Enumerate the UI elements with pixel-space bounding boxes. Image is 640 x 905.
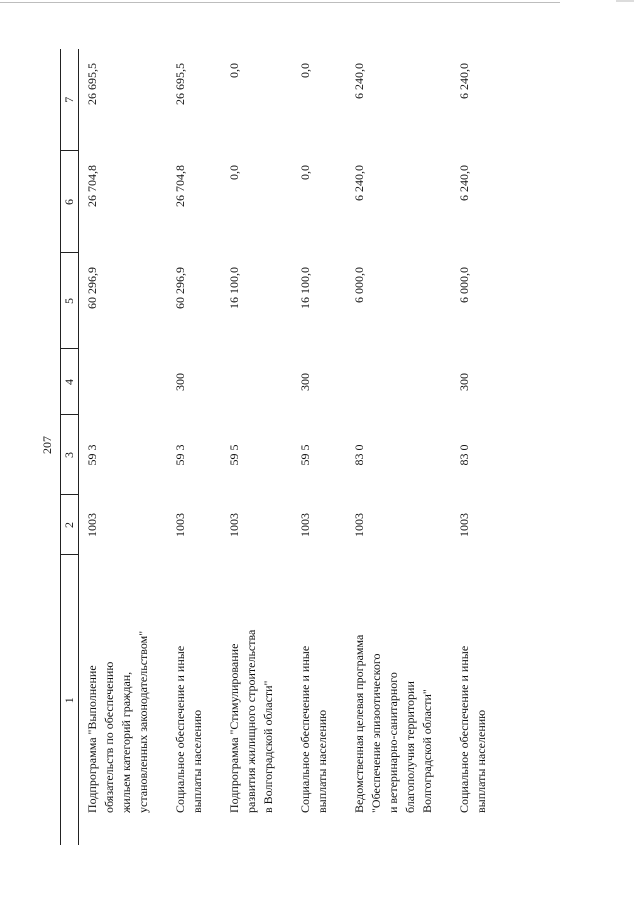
column-header: 4 <box>61 349 79 415</box>
table-row <box>79 49 168 845</box>
table-row <box>292 49 346 845</box>
amount-col5: 6 000,0 <box>457 267 471 303</box>
item-name-line: Социальное обеспечение и иные <box>173 645 187 813</box>
table-row <box>167 49 221 845</box>
amount-col7: 26 695,5 <box>173 63 187 105</box>
column-header: 6 <box>61 151 79 253</box>
budget-table <box>60 49 505 845</box>
expense-type-code: 300 <box>457 373 471 391</box>
item-name-line: Подпрограмма "Выполнение <box>85 665 99 813</box>
item-name-line: обязательств по обеспечению <box>102 661 116 813</box>
amount-col5: 60 296,9 <box>85 267 99 309</box>
column-header: 7 <box>61 49 79 151</box>
item-name-cell <box>451 555 505 845</box>
item-name-line: Ведомственная целевая программа <box>352 634 366 813</box>
expense-type-code: 300 <box>173 373 187 391</box>
section-code: 1003 <box>227 513 241 537</box>
item-name-line: выплаты населению <box>315 709 329 813</box>
amount-col5: 16 100,0 <box>227 267 241 309</box>
amount-col7: 26 695,5 <box>85 63 99 105</box>
table-row <box>451 49 505 845</box>
target-article-code: 59 5 <box>227 444 241 466</box>
table-row <box>221 49 292 845</box>
item-name-line: Социальное обеспечение и иные <box>457 645 471 813</box>
section-code: 1003 <box>173 513 187 537</box>
item-name-line: в Волгоградской области" <box>261 680 275 813</box>
item-name-line: жильем категорий граждан, <box>119 671 133 813</box>
item-name-line: выплаты населению <box>474 709 488 813</box>
item-name-line: Социальное обеспечение и иные <box>298 645 312 813</box>
amount-col7: 0,0 <box>227 63 241 78</box>
item-name-cell <box>79 555 168 845</box>
target-article-code: 83 0 <box>457 444 471 466</box>
header-row <box>61 49 79 845</box>
item-name-line: и ветеринарно-санитарного <box>386 672 400 813</box>
item-name-line: выплаты населению <box>190 709 204 813</box>
amount-col6: 6 240,0 <box>352 165 366 201</box>
expense-type-code <box>79 349 168 415</box>
item-name-line: Волгоградской области" <box>420 689 434 813</box>
expense-type-code: 300 <box>298 373 312 391</box>
target-article-code: 59 3 <box>173 444 187 466</box>
item-name-line: "Обеспечение эпизоотического <box>369 653 383 813</box>
column-header: 3 <box>61 415 79 495</box>
item-name-line: развития жилищного строительства <box>244 629 258 813</box>
section-code: 1003 <box>457 513 471 537</box>
page-number: 207 <box>40 436 54 454</box>
item-name-cell <box>221 555 292 845</box>
amount-col5: 60 296,9 <box>173 267 187 309</box>
amount-col6: 0,0 <box>227 165 241 180</box>
column-header: 5 <box>61 253 79 349</box>
item-name-cell <box>292 555 346 845</box>
amount-col7: 6 240,0 <box>457 63 471 99</box>
amount-col7: 6 240,0 <box>352 63 366 99</box>
item-name-line: благополучия территории <box>403 681 417 813</box>
amount-col6: 6 240,0 <box>457 165 471 201</box>
item-name-line: Подпрограмма "Стимулирование <box>227 643 241 813</box>
amount-col5: 6 000,0 <box>352 267 366 303</box>
amount-col6: 26 704,8 <box>85 165 99 207</box>
table-row <box>346 49 451 845</box>
amount-col6: 0,0 <box>298 165 312 180</box>
item-name-line: установленных законодательством" <box>136 630 150 813</box>
column-header: 2 <box>61 495 79 555</box>
amount-col6: 26 704,8 <box>173 165 187 207</box>
section-code: 1003 <box>352 513 366 537</box>
section-code: 1003 <box>85 513 99 537</box>
column-header: 1 <box>61 555 79 845</box>
expense-type-code <box>346 349 451 415</box>
target-article-code: 59 3 <box>85 444 99 466</box>
amount-col5: 16 100,0 <box>298 267 312 309</box>
expense-type-code <box>221 349 292 415</box>
target-article-code: 59 5 <box>298 444 312 466</box>
item-name-cell <box>167 555 221 845</box>
amount-col7: 0,0 <box>298 63 312 78</box>
item-name-cell <box>346 555 451 845</box>
section-code: 1003 <box>298 513 312 537</box>
target-article-code: 83 0 <box>352 444 366 466</box>
